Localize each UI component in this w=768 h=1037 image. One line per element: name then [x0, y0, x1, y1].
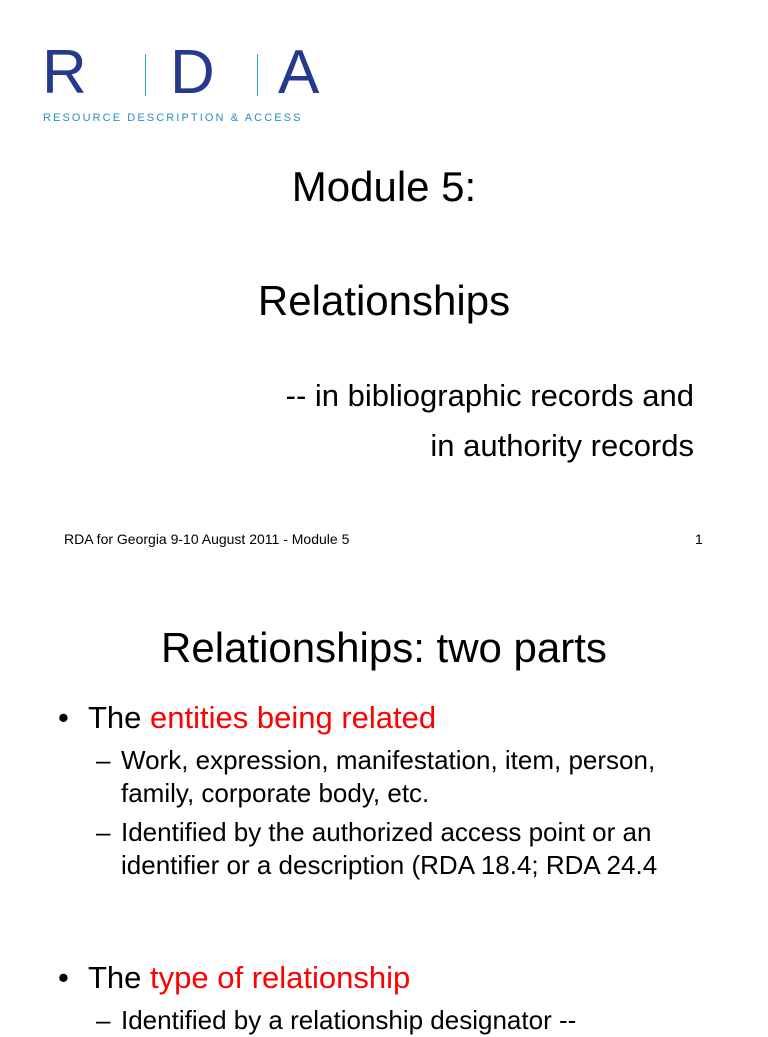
subtitle-line-2: in authority records [430, 428, 694, 463]
subtitle-line-1: -- in bibliographic records and [285, 378, 694, 413]
sub-item [96, 816, 716, 882]
bullet-prefix: The [88, 960, 151, 995]
bullet-symbol: • [58, 700, 69, 735]
page-number: 1 [695, 531, 703, 547]
logo-letters [42, 38, 332, 107]
sub-dash: – [96, 1005, 111, 1035]
module-title: Module 5: [291, 163, 477, 210]
slide-title: Relationships: two parts [161, 624, 607, 671]
logo-separator [257, 54, 258, 96]
logo-letter-r: R [42, 38, 87, 107]
bullet-highlight: entities being related [150, 700, 437, 735]
sub-item [96, 744, 716, 810]
slide-footer: RDA for Georgia 9-10 August 2011 - Module 5 [64, 531, 350, 547]
logo-separator [145, 54, 146, 96]
slide-2 [0, 576, 768, 1035]
module-subtitle: Relationships [257, 277, 511, 324]
bullet-item [58, 700, 436, 736]
bullet-item [58, 960, 410, 996]
sub-item [96, 1004, 716, 1037]
logo-letter-d: D [170, 38, 215, 107]
logo-tagline: RESOURCE DESCRIPTION & ACCESS [43, 112, 303, 124]
logo-letter-a: A [278, 38, 320, 107]
sub-text: Work, expression, manifestation, item, person, family, corporate body, etc. [121, 745, 656, 808]
bullet-highlight: type of relationship [150, 960, 411, 995]
bullet-symbol: • [58, 960, 69, 995]
sub-dash: – [96, 817, 111, 847]
bullet-prefix: The [88, 700, 151, 735]
sub-text: Identified by the authorized access point or an identifier or a description (RDA 18.4; RDA 24.4 [121, 817, 658, 880]
rda-logo [42, 38, 332, 130]
sub-dash: – [96, 745, 111, 775]
sub-text: Identified by a relationship designator -- [121, 1005, 577, 1035]
